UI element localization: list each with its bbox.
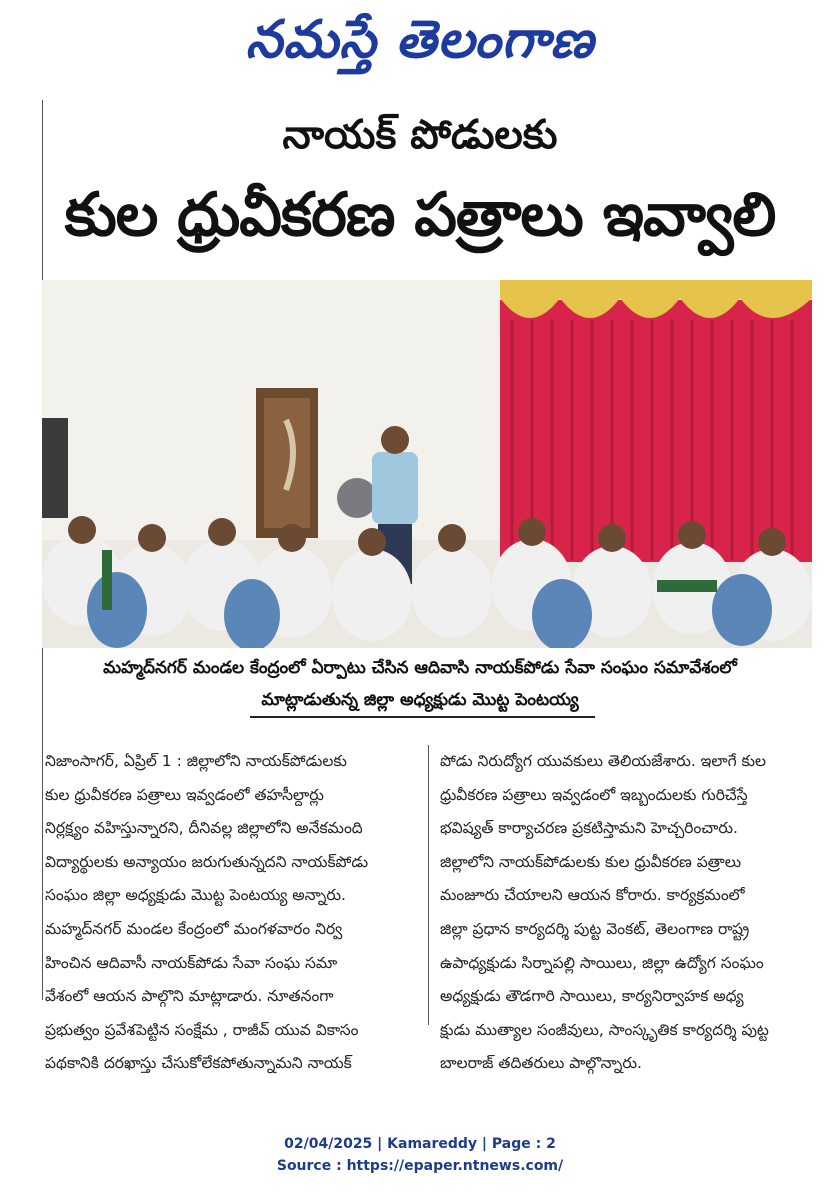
article-line: క్షుడు ముత్యాల సంజీవులు, సాంస్కృతిక కార్యదర్శి పుట్ట	[440, 1020, 769, 1039]
article-line: నిజాంసాగర్, ఏప్రిల్ 1 : జిల్లాలోని నాయక్‌పోడులకు	[45, 752, 347, 770]
article-line: అధ్యక్షుడు తౌడగారి సాయిలు, కార్యనిర్వాహక అధ్య	[440, 987, 744, 1006]
article-line: వేశంలో ఆయన పాల్గొని మాట్లాడారు. నూతనంగా	[45, 987, 334, 1006]
article-line: భవిష్యత్ కార్యాచరణ ప్రకటిస్తామని హెచ్చరించారు.	[440, 819, 738, 838]
article-column-left	[45, 745, 420, 1081]
article-line: జిల్లాలోని నాయక్‌పోడులకు కుల ధ్రువీకరణ పత్రాలు	[440, 852, 742, 871]
article-line: కుల ధ్రువీకరణ పత్రాలు ఇవ్వడంలో తహసీల్దార్లు	[45, 785, 324, 804]
article-line: ధ్రువీకరణ పత్రాలు ఇవ్వడంలో ఇబ్బందులకు గురిచేస్తే	[440, 785, 748, 804]
article-line: జిల్లా ప్రధాన కార్యదర్శి పుట్ట వెంకట్, తెలంగాణ రాష్ట్ర	[440, 919, 750, 938]
article-line: పోడు నిరుద్యోగ యువకులు తెలియజేశారు. ఇలాగే కుల	[440, 752, 766, 770]
column-divider	[428, 745, 429, 1025]
caption-underline	[250, 716, 595, 718]
photo-caption-line1: మహ్మద్‌నగర్ మండల కేంద్రంలో ఏర్పాటు చేసిన ఆదివాసి నాయక్‌పోడు సేవా సంఘం సమావేశంలో	[103, 658, 737, 678]
footer-source-link[interactable]: Source : https://epaper.ntnews.com/	[276, 1158, 564, 1174]
article-line: బాలరాజ్ తదితరులు పాల్గొన్నారు.	[440, 1054, 642, 1073]
footer-edition-info: 02/04/2025 | Kamareddy | Page : 2	[284, 1136, 556, 1152]
article-line: మంజూరు చేయాలని ఆయన కోరారు. కార్యక్రమంలో	[440, 886, 745, 905]
newspaper-logo: నమస్తే తెలంగాణ	[245, 9, 595, 70]
article-line: పథకానికి దరఖాస్తు చేసుకోలేకపోతున్నామని నాయక్	[45, 1054, 352, 1073]
meeting-photo	[42, 280, 812, 648]
masthead	[0, 6, 840, 86]
article-line: మహ్మద్‌నగర్ మండల కేంద్రంలో మంగళవారం నిర్వ	[45, 919, 343, 938]
meeting-photo-illustration	[42, 280, 812, 648]
article-line: ప్రభుత్వం ప్రవేశపెట్టిన సంక్షేమ , రాజీవ్ యువ వికాసం	[45, 1020, 359, 1039]
headline-main: కుల ధ్రువీకరణ పత్రాలు ఇవ్వాలి	[64, 180, 776, 250]
article-column-right	[440, 745, 815, 1081]
photo-caption-line2: మాట్లాడుతున్న జిల్లా అధ్యక్షుడు మొట్ట పెంటయ్య	[261, 690, 579, 710]
headline-kicker: నాయక్ పోడులకు	[282, 112, 558, 158]
article-line: హించిన ఆదివాసీ నాయక్‌పోడు సేవా సంఘ సమా	[45, 953, 338, 972]
article-line: సంఘం జిల్లా అధ్యక్షుడు మొట్ట పెంటయ్య అన్నారు.	[45, 886, 346, 905]
article-line: నిర్లక్ష్యం వహిస్తున్నారని, దీనివల్ల జిల్లాలోని అనేకమంది	[45, 819, 363, 838]
article-line: విద్యార్థులకు అన్యాయం జరుగుతున్నదని నాయక్‌పోడు	[45, 852, 369, 871]
article-line: ఉపాధ్యక్షుడు సిర్నాపల్లి సాయిలు, జిల్లా ఉద్యోగ సంఘం	[440, 953, 764, 972]
